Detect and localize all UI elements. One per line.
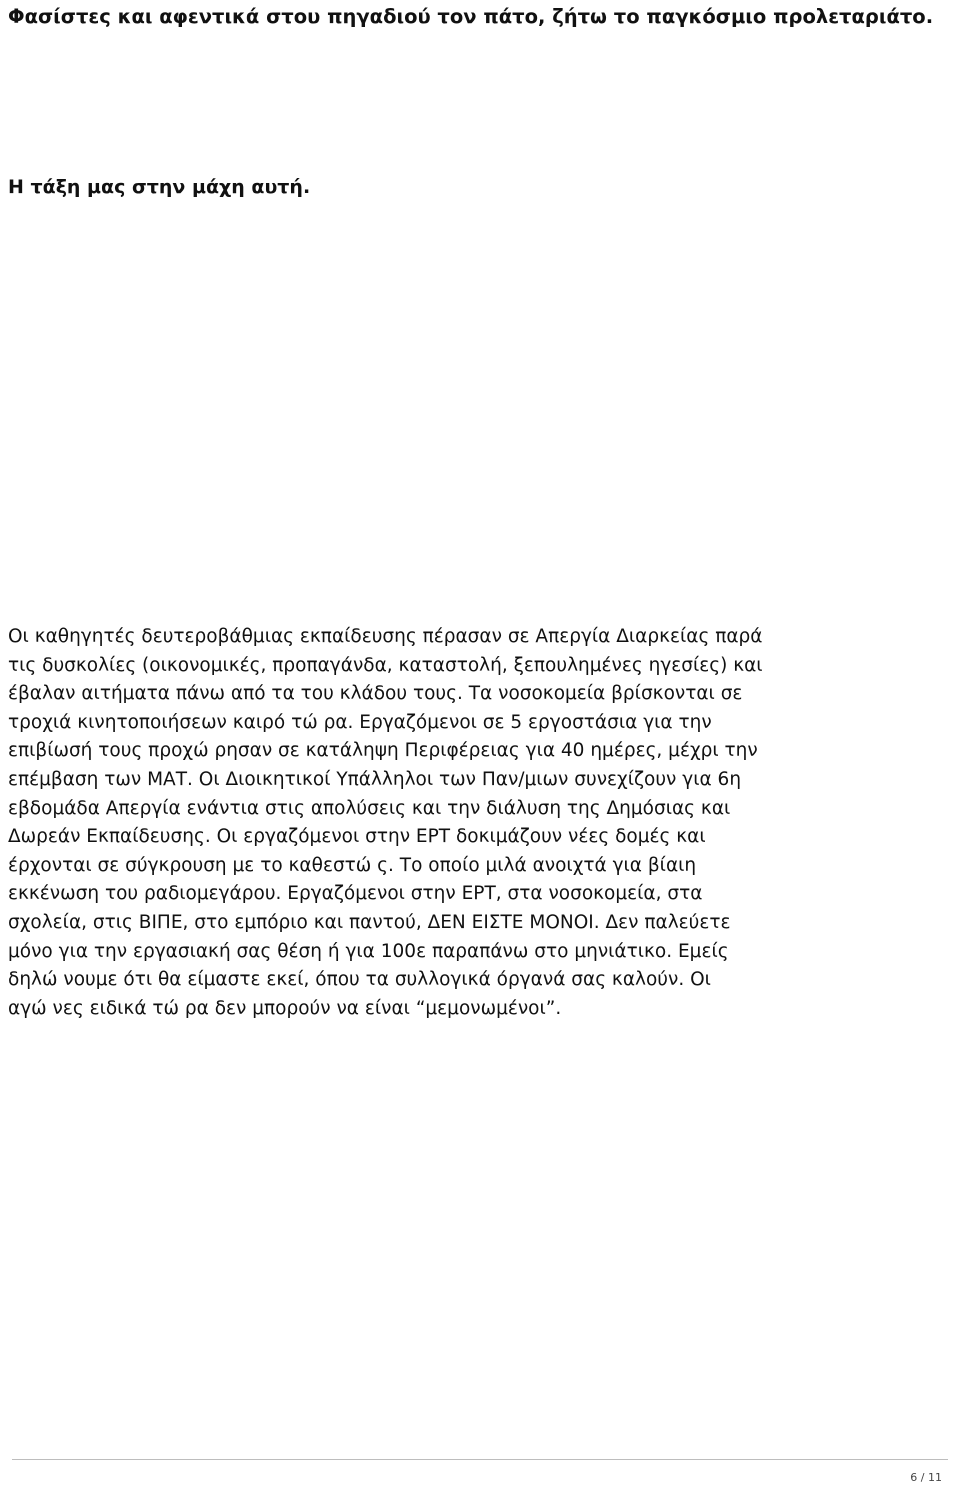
paragraph-line: δηλώ νουμε ότι θα είμαστε εκεί, όπου τα συλλογικά όργανά σας καλούν. Οι	[8, 969, 711, 991]
paragraph-line: Δωρεάν Εκπαίδευσης. Οι εργαζόμενοι στην ΕΡΤ δοκιμάζουν νέες δομές και	[8, 826, 706, 848]
document-title: Φασίστες και αφεντικά στου πηγαδιού τον πάτο, ζήτω το παγκόσμιο προλεταριάτο.	[8, 5, 934, 28]
page-number: 6 / 11	[910, 1471, 942, 1484]
paragraph-line: τροχιά κινητοποιήσεων καιρό τώ ρα. Εργαζόμενοι σε 5 εργοστάσια για την	[8, 711, 712, 733]
paragraph-line: Οι καθηγητές δευτεροβάθμιας εκπαίδευσης πέρασαν σε Απεργία Διαρκείας παρά	[8, 626, 763, 647]
paragraph-line: έβαλαν αιτήματα πάνω από τα του κλάδου τους. Τα νοσοκομεία βρίσκονται σε	[8, 683, 743, 705]
paragraph-line: αγώ νες ειδικά τώ ρα δεν μπορούν να είναι “μεμονωμένοι”.	[8, 997, 562, 1019]
footer-divider	[12, 1459, 948, 1460]
section-subheading: Η τάξη μας στην μάχη αυτή.	[8, 176, 311, 198]
paragraph-line: έρχονται σε σύγκρουση με το καθεστώ ς. Το οποίο μιλά ανοιχτά για βίαιη	[8, 854, 697, 876]
paragraph-line: μόνο για την εργασιακή σας θέση ή για 100ε παραπάνω στο μηνιάτικο. Εμείς	[8, 940, 729, 962]
paragraph-line: επιβίωσή τους προχώ ρησαν σε κατάληψη Περιφέρειας για 40 ημέρες, μέχρι την	[8, 740, 758, 762]
body-paragraph	[8, 623, 948, 1023]
paragraph-line: επέμβαση των ΜΑΤ. Οι Διοικητικοί Υπάλληλοι των Παν/μιων συνεχίζουν για 6η	[8, 768, 742, 790]
paragraph-line: σχολεία, στις ΒΙΠΕ, στο εμπόριο και παντού, ΔΕΝ ΕΙΣΤΕ ΜΟΝΟΙ. Δεν παλεύετε	[8, 911, 731, 933]
paragraph-line: εβδομάδα Απεργία ενάντια στις απολύσεις και την διάλυση της Δημόσιας και	[8, 797, 731, 819]
paragraph-line: εκκένωση του ραδιομεγάρου. Εργαζόμενοι στην ΕΡΤ, στα νοσοκομεία, στα	[8, 883, 703, 905]
paragraph-line: τις δυσκολίες (οικονομικές, προπαγάνδα, καταστολή, ξεπουλημένες ηγεσίες) και	[8, 654, 763, 676]
